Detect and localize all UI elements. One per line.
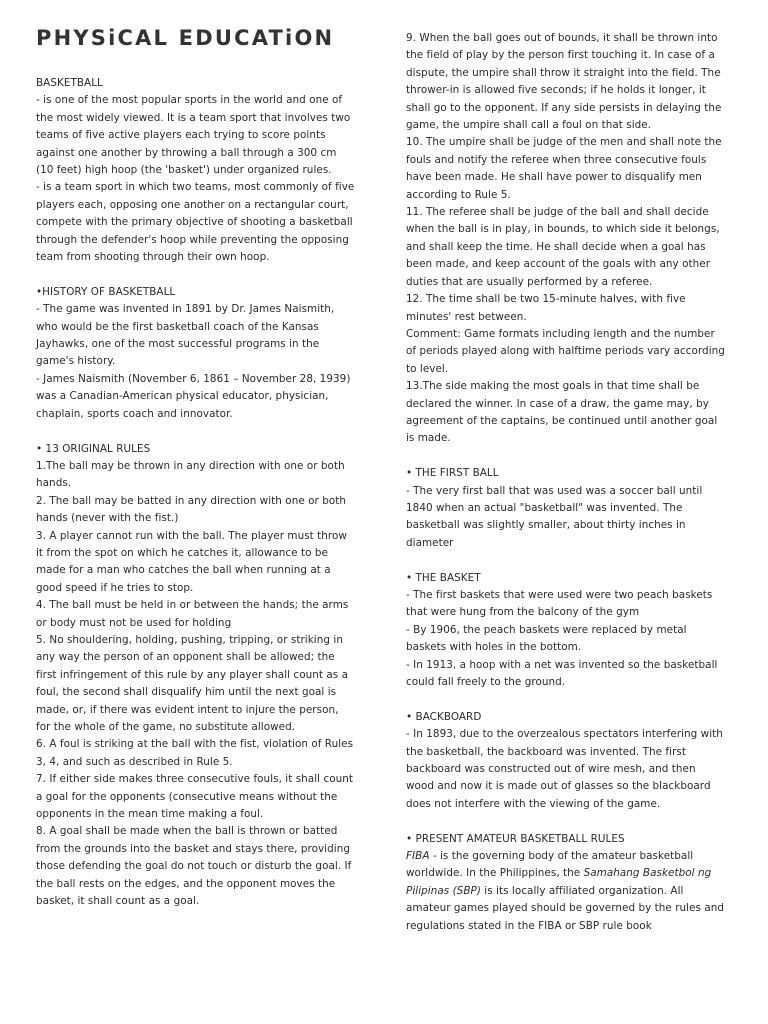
- basketball-definition-1: - is one of the most popular sports in the world and one of the most widely viewed. It is a team sport that involves two teams of five active players each trying to score points against one another by throwing a ball through a 300 cm (10 feet) high hoop (the 'basket') under organized rules.: [36, 94, 351, 177]
- history-heading: •HISTORY OF BASKETBALL: [36, 285, 176, 298]
- rule-comment: Comment: Game formats including length and the number of periods played along with halftime periods vary according to level.: [406, 327, 725, 375]
- rule-item: 7. If either side makes three consecutive fouls, it shall count a goal for the opponents (consecutive means without the opponents in the mean time making a foul.: [36, 773, 354, 821]
- basket-heading: • THE BASKET: [406, 571, 481, 584]
- rule-item: 13.The side making the most goals in that time shall be declared the winner. In case of a draw, the game may, by agreement of the captains, be continued until another goal is made.: [406, 380, 718, 445]
- basketball-section: [36, 75, 356, 266]
- rule-item: 10. The umpire shall be judge of the men and shall note the fouls and notify the referee when three consecutive fouls have been made. He shall have power to disqualify men according to Rule 5.: [406, 136, 722, 201]
- basket-paragraph-1: - The first baskets that were used were two peach baskets that were hung from the balcony of the gym: [406, 588, 713, 619]
- spacer: [406, 691, 726, 708]
- rule-item: 8. A goal shall be made when the ball is thrown or batted from the grounds into the basket and stays there, providing those defending the goal do not touch or disturb the goal. If the ball rests on the edges, and the opponent moves the basket, it shall count as a goal.: [36, 825, 352, 908]
- basket-section: [406, 570, 726, 692]
- history-paragraph-1: - The game was invented in 1891 by Dr. James Naismith, who would be the first basketball coach of the Kansas Jayhawks, one of the most successful programs in the game's history.: [36, 303, 335, 368]
- spacer: [406, 448, 726, 465]
- fiba-term: FIBA: [406, 850, 430, 863]
- rule-item: 3. A player cannot run with the ball. The player must throw it from the spot on which he catches it, allowance to be made for a man who catches the ball when running at a good speed if he tries to stop.: [36, 529, 347, 594]
- amateur-rules-paragraph: [406, 848, 726, 935]
- original-rules-heading: • 13 ORIGINAL RULES: [36, 442, 151, 455]
- rule-item: 2. The ball may be batted in any direction with one or both hands (never with the fist.): [36, 494, 347, 525]
- first-ball-heading: • THE FIRST BALL: [406, 467, 499, 480]
- history-section: [36, 284, 356, 423]
- rule-item: 12. The time shall be two 15-minute halves, with five minutes' rest between.: [406, 293, 686, 323]
- basket-paragraph-3: - In 1913, a hoop with a net was invented so the basketball could fall freely to the ground.: [406, 658, 718, 688]
- basketball-definition-2: - is a team sport in which two teams, most commonly of five players each, opposing one another on a rectangular court, compete with the primary objective of shooting a basketball through the defender's hoop while preventing the opposing team from shooting through their own hoop.: [36, 181, 355, 264]
- backboard-heading: • BACKBOARD: [406, 710, 482, 723]
- page-title: PHYSiCAL EDUCATiON: [36, 26, 335, 50]
- rule-item: 4. The ball must be held in or between the hands; the arms or body must not be used for holding: [36, 599, 349, 629]
- rule-item: 11. The referee shall be judge of the ball and shall decide when the ball is in play, in bounds, to which side it belongs, and shall keep the time. He shall decide when a goal has been made, and keep account of the goals with any other duties that are usually performed by a referee.: [406, 206, 720, 288]
- basketball-heading: BASKETBALL: [36, 77, 103, 89]
- sbp-term: Samahang Basketbol ng Pilipinas (SBP): [406, 867, 712, 897]
- backboard-paragraph: - In 1893, due to the overzealous spectators interfering with the basketball, the backboard was invented. The first backboard was constructed out of wire mesh, and then wood and now it is made out of glasses so the blackboard does not interfere with the viewing of the game.: [406, 728, 723, 810]
- rule-item: 9. When the ball goes out of bounds, it shall be thrown into the field of play by the person first touching it. In case of a dispute, the umpire shall throw it straight into the field. The thrower-in is allowed five seconds; if he holds it longer, it shall go to the opponent. If any side persists in delaying the game, the umpire shall call a foul on that side.: [406, 32, 722, 132]
- left-column: [36, 75, 356, 910]
- original-rules-section: [36, 441, 356, 911]
- spacer: [406, 813, 726, 830]
- right-column: [406, 30, 726, 935]
- amateur-rules-heading: • PRESENT AMATEUR BASKETBALL RULES: [406, 832, 625, 845]
- first-ball-paragraph: - The very first ball that was used was a soccer ball until 1840 when an actual "basketball" was invented. The basketball was slightly smaller, about thirty inches in diameter: [406, 484, 703, 549]
- basket-paragraph-2: - By 1906, the peach baskets were replaced by metal baskets with holes in the bottom.: [406, 623, 687, 654]
- rule-item: 5. No shouldering, holding, pushing, tripping, or striking in any way the person of an opponent shall be allowed; the first infringement of this rule by any player shall count as a foul, the second shall disqualify him until the next goal is made, or, if there was evident intent to injure the person, for the whole of the game, no substitute allowed.: [36, 633, 348, 733]
- rule-item: 1.The ball may be thrown in any direction with one or both hands.: [36, 459, 345, 490]
- spacer: [36, 266, 356, 283]
- amateur-text-1: - is the governing body of the amateur basketball worldwide. In the Philippines, the: [406, 850, 694, 880]
- first-ball-section: [406, 465, 726, 552]
- spacer: [406, 552, 726, 569]
- spacer: [36, 423, 356, 440]
- amateur-text-2: is its locally affiliated organization. All amateur games played should be governed by the rules and regulations stated in the FIBA or SBP rule book: [406, 884, 725, 932]
- rule-item: 6. A foul is striking at the ball with the fist, violation of Rules 3, 4, and such as described in Rule 5.: [36, 738, 354, 768]
- backboard-section: [406, 709, 726, 813]
- original-rules-continued: [406, 30, 726, 448]
- history-paragraph-2: - James Naismith (November 6, 1861 – November 28, 1939) was a Canadian-American physical educator, physician, chaplain, sports coach and innovator.: [36, 372, 351, 420]
- amateur-rules-section: [406, 831, 726, 935]
